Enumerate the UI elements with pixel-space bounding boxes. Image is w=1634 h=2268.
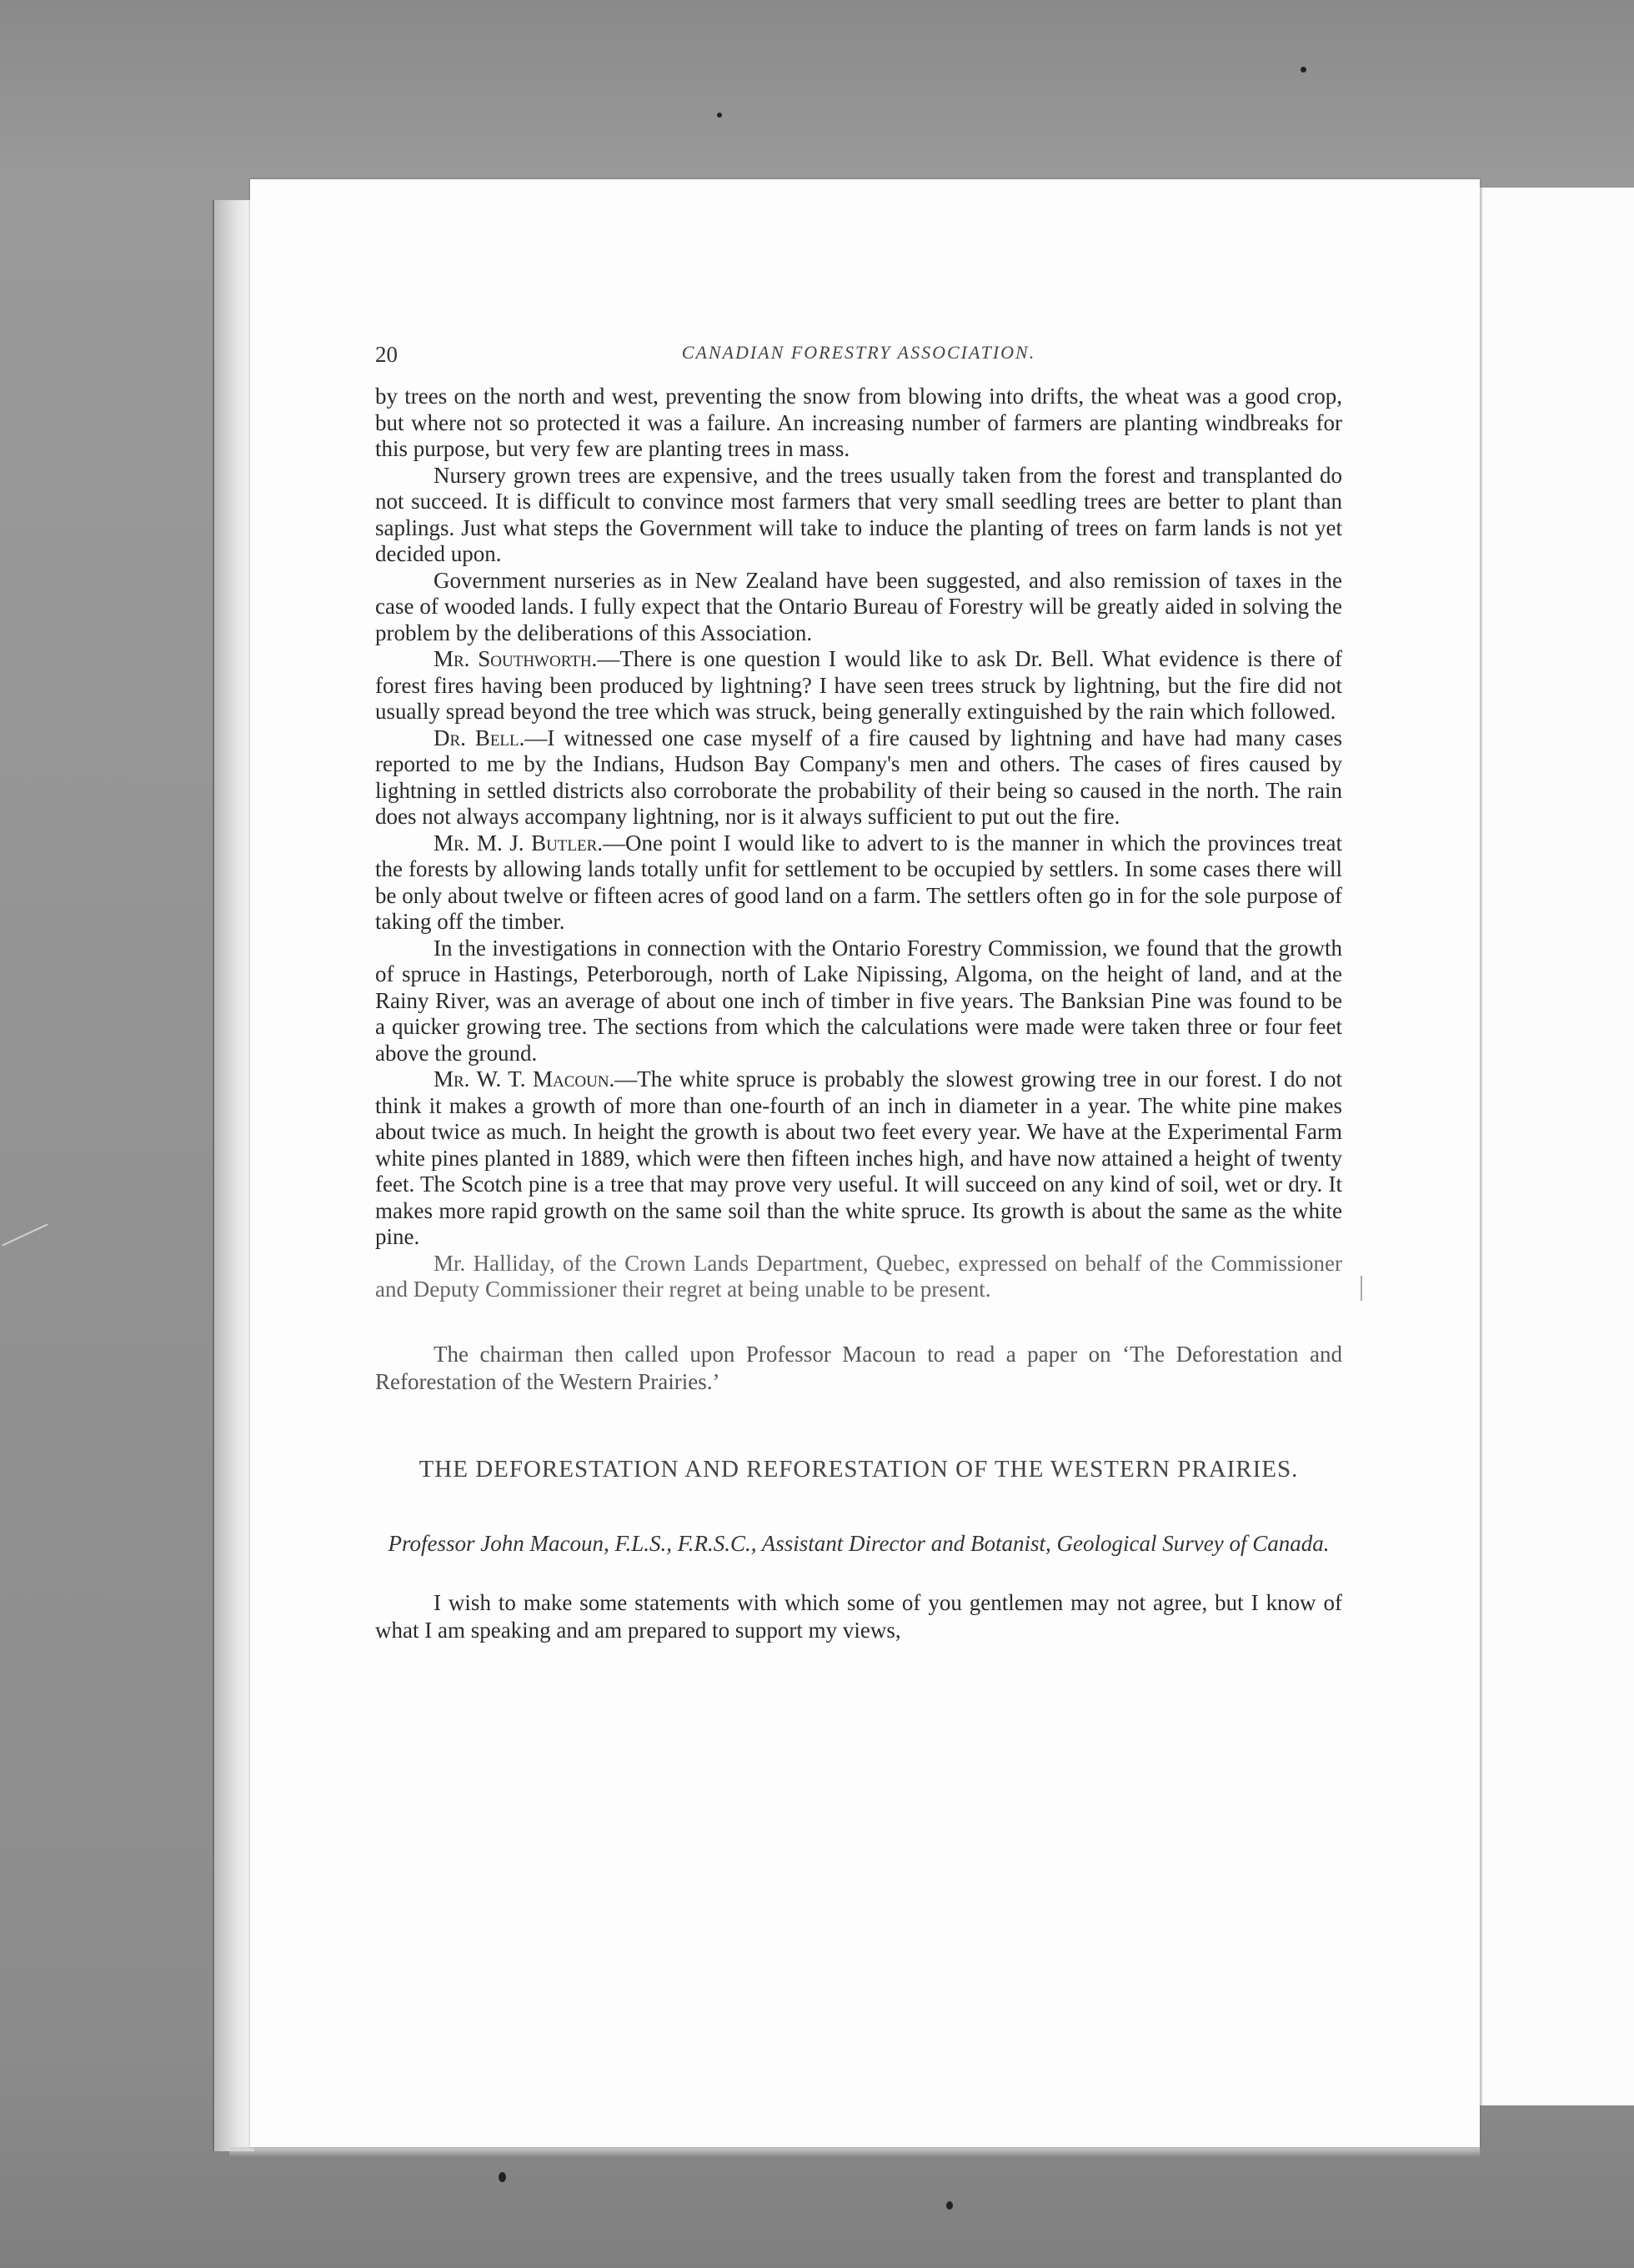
- paragraph: [375, 1066, 1342, 1251]
- speaker-name: Mr. W. T. Macoun.: [434, 1066, 615, 1091]
- dust-speck: [946, 2201, 953, 2210]
- chairman-intro: The chairman then called upon Professor Macoun to read a paper on ‘The Deforestation and Reforestation of the Western Prairies.’: [375, 1341, 1342, 1394]
- facing-page: [1480, 188, 1634, 2105]
- body-text: [375, 384, 1342, 1303]
- speaker-text: —The white spruce is probably the slowest growing tree in our forest. I do not think it makes a growth of more than one-fourth of an inch in diameter in a year. The white pine makes about twice as much. In height the growth is about two feet every year. We have at the Experimental Farm white pines planted in 1889, which were then fifteen inches high, and have now attained a height of twenty feet. The Scotch pine is a tree that may prove very useful. It will succeed on any kind of soil, wet or dry. It makes more rapid growth on the same soil than the white spruce. Its growth is about the same as the white pine.: [375, 1066, 1342, 1249]
- speaker-name: Dr. Bell.: [434, 725, 525, 750]
- paragraph: Mr. Halliday, of the Crown Lands Department, Quebec, expressed on behalf of the Commissioner and Deputy Commissioner their regret at being unable to be present.: [375, 1250, 1342, 1302]
- paragraph: In the investigations in connection with the Ontario Forestry Commission, we found that the growth of spruce in Hastings, Peterborough, north of Lake Nipissing, Algoma, on the height of land, and at the Rainy River, was an average of about one inch of timber in five years. The Banksian Pine was found to be a quicker growing tree. The sections from which the calculations were made were taken three or four feet above the ground.: [375, 935, 1342, 1066]
- paragraph: [375, 725, 1342, 830]
- journal-title: CANADIAN FORESTRY ASSOCIATION.: [681, 342, 1036, 363]
- page-number: 20: [375, 342, 398, 367]
- dust-speck: [1301, 67, 1306, 73]
- page-content: [375, 334, 1342, 1667]
- paragraph: by trees on the north and west, preventing the snow from blowing into drifts, the wheat was a good crop, but where not so protected it was a failure. An increasing number of farmers are planting windbreaks for this purpose, but very few are planting trees in mass.: [375, 384, 1342, 461]
- paragraph: [375, 830, 1342, 936]
- opening-paragraph: I wish to make some statements with which some of you gentlemen may not agree, but I know of what I am speaking and am prepared to support my views,: [375, 1589, 1342, 1643]
- speaker-text: —I witnessed one case myself of a fire caused by lightning and have had many cases reported to me by the Indians, Hudson Bay Company's men and others. The cases of fires caused by lightning in settled districts also corroborate the probability of their being so caused in the north. The rain does not always accompany lightning, nor is it always sufficient to put out the fire.: [375, 725, 1343, 829]
- document-page: [250, 179, 1480, 2147]
- book-page-edges: [213, 200, 254, 2151]
- paragraph: Nursery grown trees are expensive, and the trees usually taken from the forest and transplanted do not succeed. It is difficult to convince most farmers that very small seedling trees are better to plant than saplings. Just what steps the Government will take to induce the planting of trees on farm lands is not yet decided upon.: [375, 462, 1342, 566]
- author-byline: Professor John Macoun, F.L.S., F.R.S.C., Assistant Director and Botanist, Geological Survey of Canada.: [388, 1530, 1330, 1556]
- margin-mark: [1361, 1276, 1362, 1301]
- page-shadow: [229, 2147, 1480, 2157]
- paragraph: [375, 646, 1342, 725]
- speaker-name: Mr. Southworth.: [434, 646, 598, 671]
- speaker-name: Mr. M. J. Butler.: [434, 830, 604, 856]
- running-head: [375, 334, 1342, 384]
- paragraph: Government nurseries as in New Zealand have been suggested, and also remission of taxes in the case of wooded lands. I fully expect that the Ontario Bureau of Forestry will be greatly aided in solving the problem by the deliberations of this Association.: [375, 567, 1342, 645]
- dust-speck: [499, 2172, 506, 2182]
- speaker-text: —One point I would like to advert to is the manner in which the provinces treat the forests by allowing lands totally unfit for settlement to be occupied by settlers. In some cases there will be only about twelve or fifteen acres of good land on a farm. The settlers often go in for the sole purpose of taking off the timber.: [375, 830, 1342, 934]
- dust-speck: [717, 113, 722, 118]
- speaker-text: —There is one question I would like to ask Dr. Bell. What evidence is there of forest fires having been produced by lightning? I have seen trees struck by lightning, but the fire did not usually spread beyond the tree which was struck, being generally extinguished by the rain which followed.: [375, 646, 1342, 724]
- paper-title: THE DEFORESTATION AND REFORESTATION OF THE WESTERN PRAIRIES.: [419, 1455, 1299, 1483]
